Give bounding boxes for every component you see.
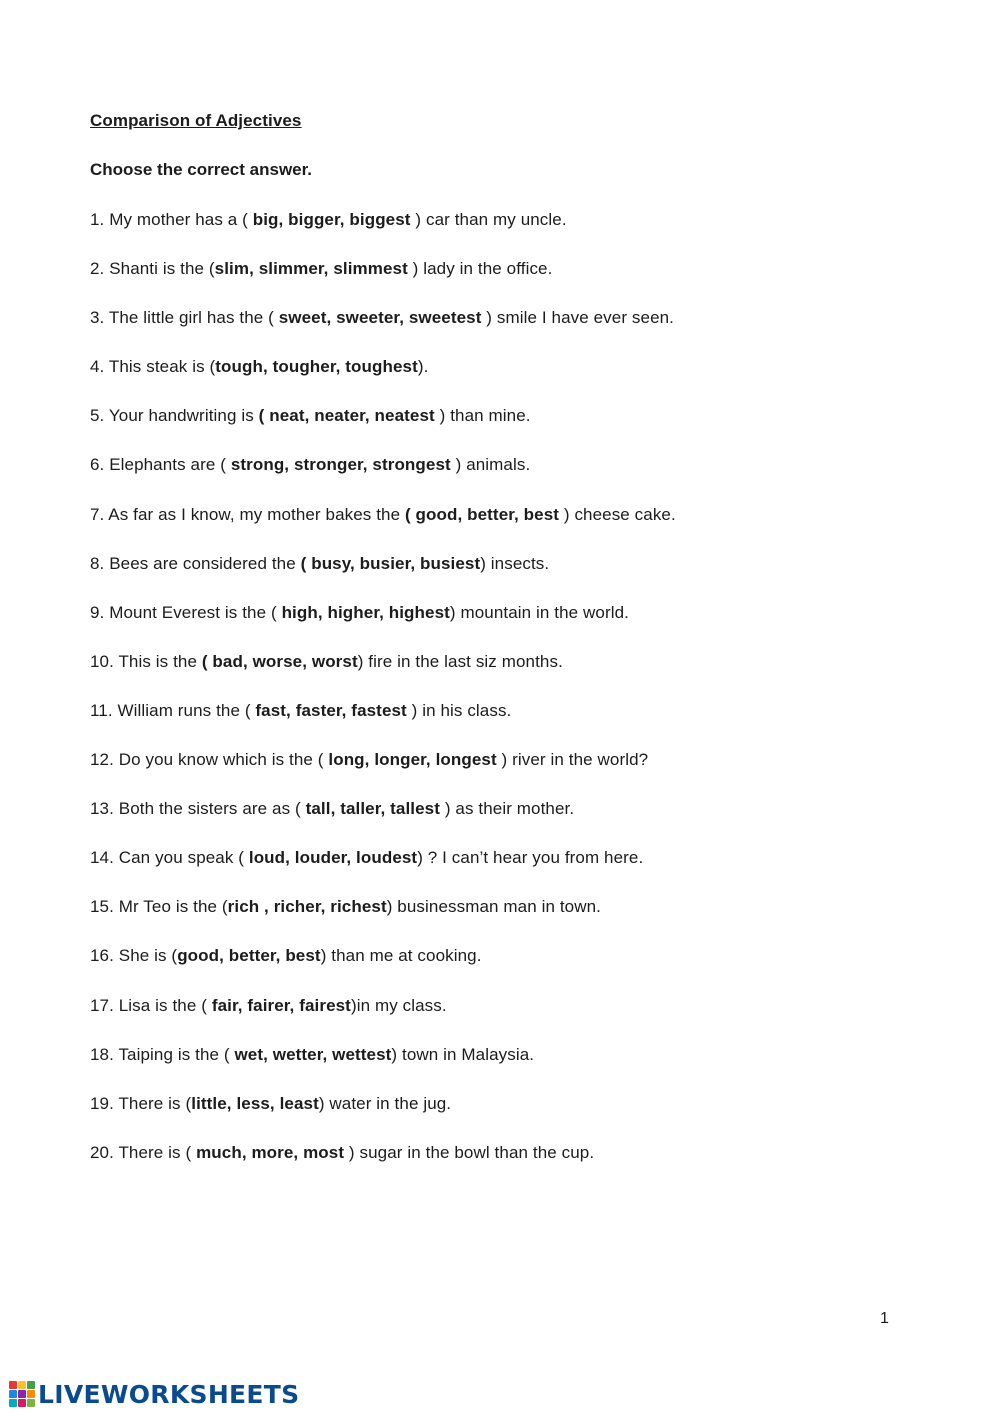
question-item [90,307,676,356]
question-item [90,749,676,798]
answer-options[interactable]: ( busy, busier, busiest [300,553,481,573]
question-item [90,209,676,258]
question-text-after: ) in his class. [406,700,512,720]
logo-mark-square [18,1381,26,1389]
answer-options[interactable]: tall, taller, tallest [305,799,440,819]
answer-options[interactable]: wet, wetter, wettest [234,1044,392,1064]
answer-options[interactable]: big, bigger, biggest [252,210,411,229]
question-text-before: 14. Can you speak ( [90,848,249,868]
question-text-before: 4. This steak is ( [90,357,216,377]
question-item [90,504,676,553]
question-text-before: 2. Shanti is the ( [90,259,215,279]
question-text-after: ). [417,357,429,377]
logo-mark-square [27,1399,35,1407]
question-item [90,553,676,602]
answer-options[interactable]: sweet, sweeter, sweetest [278,308,482,328]
question-text-after: ) than me at cooking. [320,946,482,966]
question-item [90,847,676,896]
question-text-before: 3. The little girl has the ( [90,308,279,328]
answer-options[interactable]: strong, stronger, strongest [230,455,451,475]
question-text-before: 6. Elephants are ( [90,455,231,475]
answer-options[interactable]: little, less, least [191,1093,319,1113]
question-text-after: ) mountain in the world. [449,602,630,622]
question-text-after: ) smile I have ever seen. [481,308,674,328]
question-item [90,651,676,700]
question-item [90,602,676,651]
question-item [90,945,676,994]
question-text-before: 5. Your handwriting is [90,406,259,426]
question-text-before: 12. Do you know which is the ( [90,750,329,770]
question-item [90,896,676,945]
question-text-after: ) ? I can’t hear you from here. [417,848,644,868]
answer-options[interactable]: high, higher, highest [281,602,450,622]
question-text-after: ) river in the world? [496,750,649,770]
answer-options[interactable]: good, better, best [177,946,321,966]
answer-options[interactable]: fair, fairer, fairest [211,995,351,1015]
question-text-after: )in my class. [350,995,447,1015]
logo-mark-square [27,1381,35,1389]
question-item [90,405,676,454]
answer-options[interactable]: loud, louder, loudest [248,848,418,868]
page-title: Comparison of Adjectives [90,111,302,130]
logo-mark-square [9,1390,17,1398]
question-text-after: ) town in Malaysia. [391,1044,535,1064]
answer-options[interactable]: rich , richer, richest [227,897,387,917]
logo-mark-square [27,1390,35,1398]
question-text-after: ) insects. [480,553,550,573]
question-list [90,209,676,1191]
logo-mark-square [18,1390,26,1398]
question-text-after: ) businessman man in town. [386,897,601,917]
question-item [90,798,676,847]
question-text-before: 10. This is the [90,651,202,671]
question-text-after: ) as their mother. [440,799,575,819]
logo-mark-square [18,1399,26,1407]
question-text-after: ) cheese cake. [559,504,676,524]
answer-options[interactable]: slim, slimmer, slimmest [214,259,408,279]
question-text-before: 7. As far as I know, my mother bakes the [90,504,405,524]
question-item [90,1093,676,1142]
logo-mark-square [9,1399,17,1407]
logo-mark-square [9,1381,17,1389]
question-text-after: ) water in the jug. [318,1093,452,1113]
logo-text: LIVEWORKSHEETS [38,1379,300,1409]
answer-options[interactable]: much, more, most [196,1142,345,1162]
answer-options[interactable]: fast, faster, fastest [255,700,407,720]
question-text-before: 18. Taiping is the ( [90,1044,235,1064]
question-text-after: ) fire in the last siz months. [357,651,563,671]
liveworksheets-logo [9,1380,299,1408]
logo-mark-icon [9,1381,35,1407]
question-text-before: 8. Bees are considered the [90,553,301,573]
question-text-before: 15. Mr Teo is the ( [90,897,228,917]
question-text-after: ) sugar in the bowl than the cup. [344,1142,595,1162]
question-item [90,995,676,1044]
instruction: Choose the correct answer. [90,160,313,179]
answer-options[interactable]: ( good, better, best [404,504,560,524]
question-item [90,700,676,749]
answer-options[interactable]: ( bad, worse, worst [201,651,358,671]
question-text-before: 11. William runs the ( [90,700,256,720]
question-text-before: 1. My mother has a ( [90,210,253,229]
question-text-after: ) animals. [450,455,531,475]
page-number: 1 [880,1310,889,1327]
question-text-after: ) than mine. [434,406,531,426]
question-text-before: 13. Both the sisters are as ( [90,799,306,819]
answer-options[interactable]: tough, tougher, toughest [215,357,418,377]
question-text-after: ) car than my uncle. [410,210,567,229]
question-text-before: 17. Lisa is the ( [90,995,212,1015]
question-text-before: 20. There is ( [90,1142,197,1162]
question-text-before: 19. There is ( [90,1093,192,1113]
question-text-before: 9. Mount Everest is the ( [90,602,282,622]
question-item [90,356,676,405]
question-text-after: ) lady in the office. [407,259,553,279]
question-text-before: 16. She is ( [90,946,178,966]
question-item [90,1044,676,1093]
question-item [90,1142,676,1191]
answer-options[interactable]: long, longer, longest [328,750,497,770]
question-item [90,454,676,503]
question-item [90,258,676,307]
answer-options[interactable]: ( neat, neater, neatest [258,406,435,426]
